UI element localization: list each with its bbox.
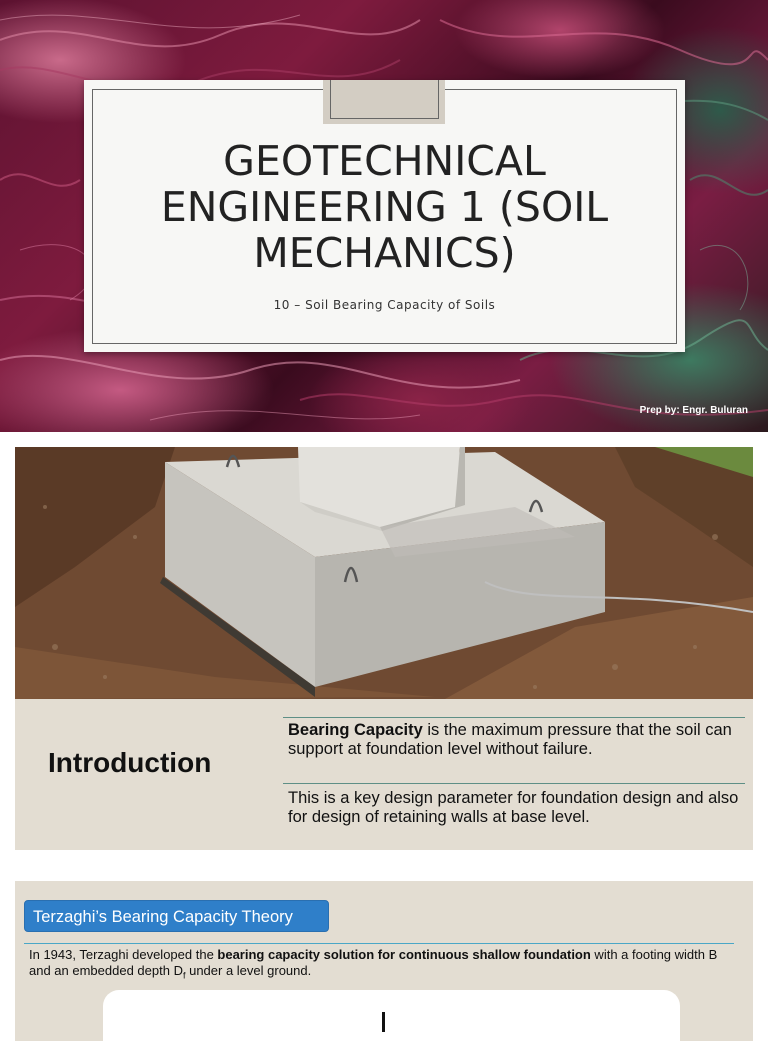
definition-term: Bearing Capacity — [288, 721, 423, 739]
diagram-load-line — [382, 1012, 385, 1032]
theory-title-tab: Terzaghi’s Bearing Capacity Theory — [24, 900, 329, 932]
foundation-diagram-box — [103, 990, 680, 1041]
section-heading: Introduction — [48, 747, 212, 778]
title-card — [84, 80, 685, 352]
theory-text-bold: bearing capacity solution for continuous shallow foundation — [217, 947, 591, 962]
divider-1 — [283, 717, 745, 718]
design-parameter-note: This is a key design parameter for foundation design and also for design of retaining walls at base level. — [288, 789, 739, 826]
divider-2 — [283, 783, 745, 784]
theory-text-part2: with a footing width B and an embedded depth D — [29, 947, 718, 978]
theory-description — [29, 947, 737, 984]
bearing-capacity-definition — [288, 721, 743, 759]
presentation-title: GEOTECHNICAL ENGINEERING 1 (SOIL MECHANICS) — [160, 137, 609, 277]
title-card-tab-inner — [330, 80, 439, 119]
theory-text-part1: In 1943, Terzaghi developed the — [29, 947, 218, 962]
terzaghi-slide — [15, 881, 753, 1041]
title-slide — [0, 0, 768, 432]
author-credit: Prep by: Engr. Buluran — [639, 405, 748, 416]
depth-subscript: f — [182, 970, 186, 981]
introduction-slide — [15, 447, 753, 850]
foundation-photo — [15, 447, 753, 699]
theory-divider — [24, 943, 734, 944]
presentation-subtitle: 10 – Soil Bearing Capacity of Soils — [273, 298, 496, 312]
concrete-footing-image — [15, 447, 753, 699]
theory-text-part3: under a level ground. — [185, 962, 312, 978]
definition-body: is the maximum pressure that the soil can support at foundation level without failure. — [288, 721, 732, 758]
